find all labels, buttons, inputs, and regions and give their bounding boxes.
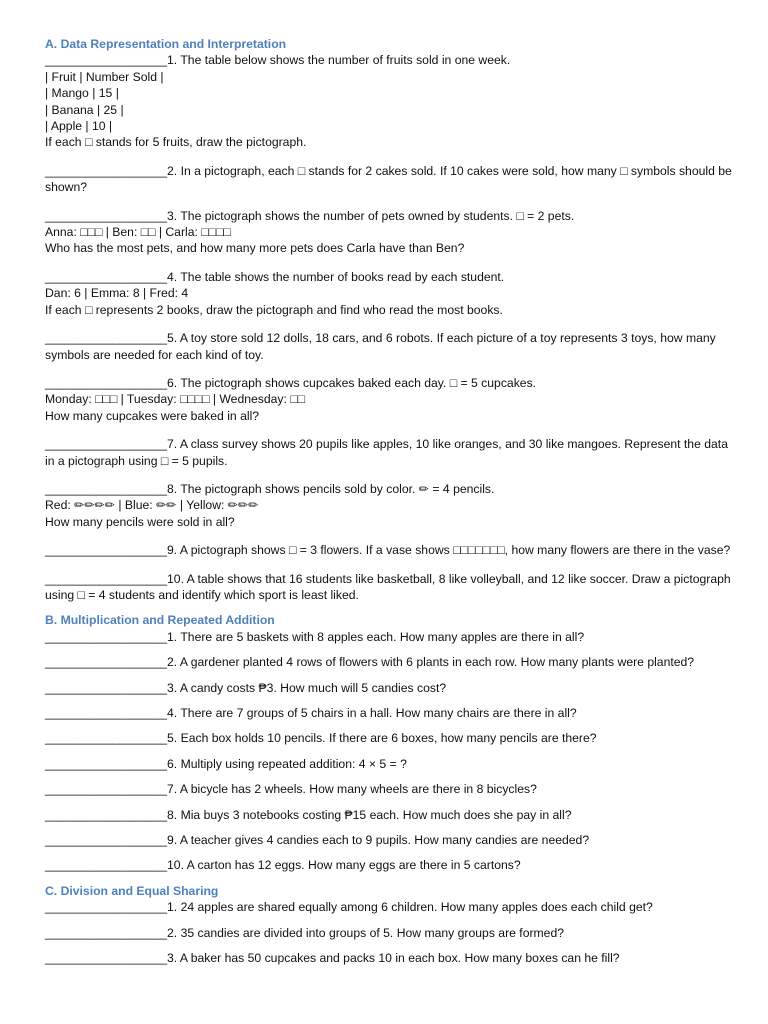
question-a4 [45, 269, 735, 318]
answer-blank[interactable]: __________________ [45, 543, 168, 558]
question-b7 [45, 781, 735, 797]
answer-blank[interactable]: __________________ [45, 925, 168, 940]
question-a7 [45, 436, 735, 469]
question-c3 [45, 950, 735, 966]
question-a1 [45, 52, 735, 150]
question-a6 [45, 375, 735, 424]
answer-blank[interactable]: __________________ [45, 731, 168, 746]
answer-blank[interactable]: __________________ [45, 833, 168, 848]
question-text: 8. Mia buys 3 notebooks costing ₱15 each. How much does she pay in all? [167, 807, 572, 822]
question-b10 [45, 857, 735, 873]
pictograph-row: Monday: □□□ | Tuesday: □□□□ | Wednesday: □□ [45, 392, 306, 407]
question-a5 [45, 330, 735, 363]
question-text: 8. The pictograph shows pencils sold by color. ✏ = 4 pencils. [167, 481, 495, 496]
question-text: Who has the most pets, and how many more pets does Carla have than Ben? [45, 241, 465, 256]
section-a-heading: A. Data Representation and Interpretation [45, 37, 287, 51]
question-text: 6. Multiply using repeated addition: 4 × 5 = ? [167, 756, 407, 771]
question-c1 [45, 899, 735, 915]
question-text: 3. A candy costs ₱3. How much will 5 candies cost? [167, 680, 447, 695]
question-b1 [45, 629, 735, 645]
answer-blank[interactable]: __________________ [45, 807, 168, 822]
answer-blank[interactable]: __________________ [45, 437, 168, 452]
question-a3 [45, 208, 735, 257]
question-b5 [45, 730, 735, 746]
answer-blank[interactable]: __________________ [45, 53, 168, 68]
answer-blank[interactable]: __________________ [45, 782, 168, 797]
answer-blank[interactable]: __________________ [45, 680, 168, 695]
answer-blank[interactable]: __________________ [45, 163, 168, 178]
question-text: 7. A class survey shows 20 pupils like apples, 10 like oranges, and 30 like mangoes. Represent the data in a pictograph using □ = 5 pupils. [45, 437, 728, 468]
question-text: 3. The pictograph shows the number of pets owned by students. □ = 2 pets. [167, 208, 575, 223]
question-text: 5. A toy store sold 12 dolls, 18 cars, and 6 robots. If each picture of a toy represents 3 toys, how many symbols are needed for each kind of toy. [45, 331, 716, 362]
question-text: 10. A table shows that 16 students like basketball, 8 like volleyball, and 12 like soccer. Draw a pictograph using □ = 4 students and identify which sport is least liked. [45, 571, 731, 602]
question-text: 3. A baker has 50 cupcakes and packs 10 in each box. How many boxes can he fill? [167, 951, 620, 966]
question-b4 [45, 705, 735, 721]
question-a8 [45, 481, 735, 530]
answer-blank[interactable]: __________________ [45, 858, 168, 873]
answer-blank[interactable]: __________________ [45, 951, 168, 966]
answer-blank[interactable]: __________________ [45, 756, 168, 771]
question-text: 10. A carton has 12 eggs. How many eggs are there in 5 cartons? [167, 858, 521, 873]
section-b-heading: B. Multiplication and Repeated Addition [45, 613, 275, 628]
worksheet-page [45, 36, 735, 966]
answer-blank[interactable]: __________________ [45, 481, 168, 496]
question-b3 [45, 680, 735, 696]
question-text: 2. In a pictograph, each □ stands for 2 cakes sold. If 10 cakes were sold, how many □ symbols should be shown? [45, 163, 732, 195]
question-a9 [45, 542, 735, 558]
answer-blank[interactable]: __________________ [45, 375, 168, 390]
table-row: | Banana | 25 | [45, 102, 124, 117]
pictograph-row: Red: ✏✏✏✏ | Blue: ✏✏ | Yellow: ✏✏✏ [45, 498, 259, 513]
question-text: If each □ represents 2 books, draw the pictograph and find who read the most books. [45, 302, 503, 317]
pictograph-row: Anna: □□□ | Ben: □□ | Carla: □□□□ [45, 225, 231, 240]
answer-blank[interactable]: __________________ [45, 706, 168, 720]
question-c2 [45, 925, 735, 941]
question-b2 [45, 654, 735, 670]
question-text: 1. The table below shows the number of fruits sold in one week. [167, 53, 511, 68]
table-row: | Fruit | Number Sold | [45, 69, 164, 84]
question-text: 1. 24 apples are shared equally among 6 children. How many apples does each child get? [167, 900, 653, 915]
data-row: Dan: 6 | Emma: 8 | Fred: 4 [45, 286, 189, 301]
answer-blank[interactable]: __________________ [45, 629, 168, 644]
question-a10 [45, 571, 735, 604]
answer-blank[interactable]: __________________ [45, 208, 168, 223]
question-b8 [45, 807, 735, 823]
table-row: | Mango | 15 | [45, 86, 119, 101]
question-a2 [45, 163, 735, 196]
question-text: 9. A teacher gives 4 candies each to 9 pupils. How many candies are needed? [167, 833, 590, 848]
question-text: 2. A gardener planted 4 rows of flowers with 6 plants in each row. How many plants were planted? [167, 655, 695, 670]
question-text: 1. There are 5 baskets with 8 apples each. How many apples are there in all? [167, 629, 585, 644]
question-text: 6. The pictograph shows cupcakes baked each day. □ = 5 cupcakes. [167, 375, 537, 390]
question-text: 4. There are 7 groups of 5 chairs in a hall. How many chairs are there in all? [167, 706, 577, 720]
question-text: How many pencils were sold in all? [45, 514, 235, 529]
question-text: 4. The table shows the number of books read by each student. [167, 269, 505, 284]
answer-blank[interactable]: __________________ [45, 900, 168, 915]
question-text: 5. Each box holds 10 pencils. If there are 6 boxes, how many pencils are there? [167, 731, 597, 746]
question-text: 2. 35 candies are divided into groups of 5. How many groups are formed? [167, 925, 565, 940]
question-text: How many cupcakes were baked in all? [45, 408, 260, 423]
answer-blank[interactable]: __________________ [45, 571, 168, 586]
question-text: 7. A bicycle has 2 wheels. How many wheels are there in 8 bicycles? [167, 782, 537, 797]
question-b9 [45, 832, 735, 848]
section-c-heading: C. Division and Equal Sharing [45, 883, 219, 898]
question-text: 9. A pictograph shows □ = 3 flowers. If a vase shows □□□□□□□, how many flowers are there in the vase? [167, 543, 731, 558]
answer-blank[interactable]: __________________ [45, 331, 168, 346]
table-row: | Apple | 10 | [45, 119, 113, 134]
answer-blank[interactable]: __________________ [45, 269, 168, 284]
question-text: If each □ stands for 5 fruits, draw the pictograph. [45, 135, 307, 150]
question-b6 [45, 756, 735, 772]
answer-blank[interactable]: __________________ [45, 655, 168, 670]
